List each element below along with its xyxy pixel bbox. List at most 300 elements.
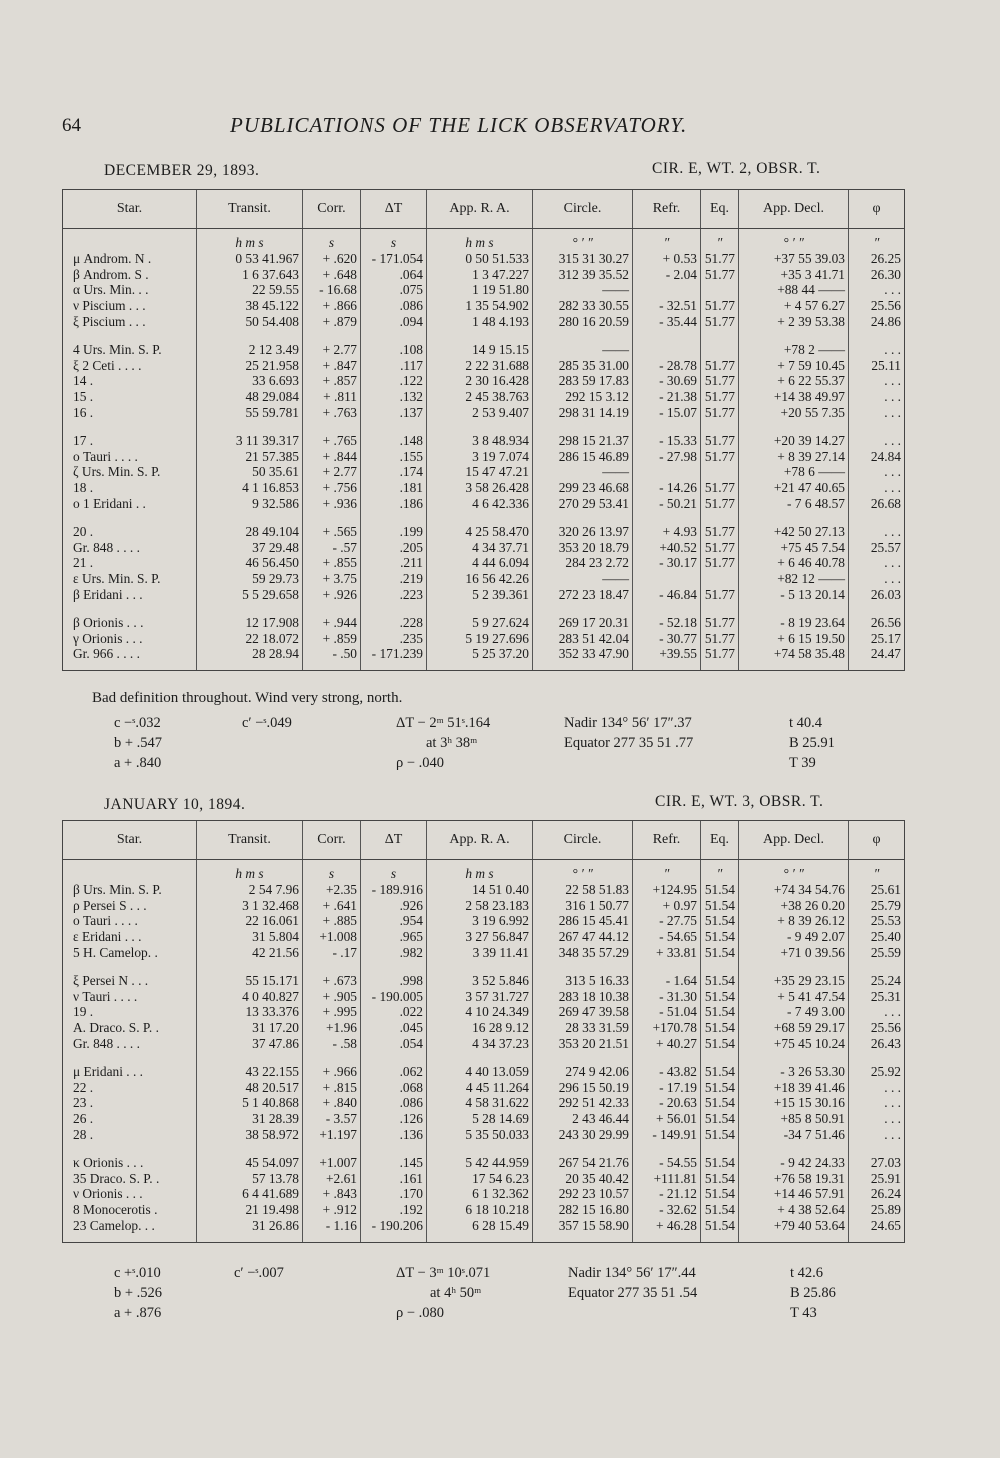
cell-circle: 2 43 46.44	[533, 1111, 633, 1127]
cell-star: 26 .	[63, 1111, 197, 1127]
cell-app-decl: +37 55 39.03	[739, 251, 849, 267]
cell-delta-t: - 171.239	[361, 646, 427, 670]
cell-transit: 22 59.55	[197, 282, 303, 298]
spacer-cell	[533, 421, 633, 433]
spacer-cell	[197, 1052, 303, 1064]
cell-corr: + .847	[303, 358, 361, 374]
spacer-cell	[533, 1052, 633, 1064]
spacer-cell	[849, 421, 905, 433]
cell-refr: + 0.97	[633, 898, 701, 914]
cell-transit: 50 54.408	[197, 314, 303, 330]
cell-eq: 51.77	[701, 314, 739, 330]
cell-corr: + .912	[303, 1202, 361, 1218]
cell-transit: 42 21.56	[197, 945, 303, 961]
table-row	[63, 1004, 905, 1020]
unit-corr: s	[303, 229, 361, 251]
cell-transit: 46 56.450	[197, 555, 303, 571]
cell-app-ra: 5 2 39.361	[427, 587, 533, 603]
spacer-cell	[533, 512, 633, 524]
cell-delta-t: - 189.916	[361, 882, 427, 898]
cell-phi: . . .	[849, 389, 905, 405]
cell-corr: +2.61	[303, 1171, 361, 1187]
cell-circle: 348 35 57.29	[533, 945, 633, 961]
cell-eq: 51.77	[701, 480, 739, 496]
cell-corr: + .815	[303, 1080, 361, 1096]
cell-eq: 51.77	[701, 267, 739, 283]
table-row	[63, 298, 905, 314]
cell-delta-t: .064	[361, 267, 427, 283]
cell-star: 23 Camelop. . .	[63, 1218, 197, 1242]
cell-app-decl: - 8 19 23.64	[739, 615, 849, 631]
cell-refr: - 52.18	[633, 615, 701, 631]
cell-delta-t: .137	[361, 405, 427, 421]
cell-app-decl: +21 47 40.65	[739, 480, 849, 496]
cell-transit: 57 13.78	[197, 1171, 303, 1187]
cell-corr: + .855	[303, 555, 361, 571]
cell-app-decl: +78 6 ——	[739, 464, 849, 480]
cell-phi: 25.53	[849, 913, 905, 929]
spacer-cell	[63, 512, 197, 524]
spacer-cell	[361, 1143, 427, 1155]
spacer-cell	[63, 603, 197, 615]
cell-app-decl: +38 26 0.20	[739, 898, 849, 914]
cell-refr: - 15.07	[633, 405, 701, 421]
cell-app-ra: 3 27 56.847	[427, 929, 533, 945]
cell-phi: 25.11	[849, 358, 905, 374]
cell-corr: + .936	[303, 496, 361, 512]
section-2-date: JANUARY 10, 1894.	[104, 796, 246, 813]
cell-app-decl: + 8 39 26.12	[739, 913, 849, 929]
cell-phi: 25.56	[849, 1020, 905, 1036]
cell-delta-t: .145	[361, 1155, 427, 1171]
cell-circle: ——	[533, 571, 633, 587]
cell-app-decl: + 8 39 27.14	[739, 449, 849, 465]
cell-app-decl: +74 58 35.48	[739, 646, 849, 670]
cell-eq: 51.54	[701, 973, 739, 989]
constant-delta-t: ΔT − 2ᵐ 51ˢ.164	[396, 715, 491, 731]
cell-app-ra: 4 34 37.71	[427, 540, 533, 556]
cell-delta-t: .054	[361, 1036, 427, 1052]
cell-app-decl: - 9 49 2.07	[739, 929, 849, 945]
cell-app-ra: 2 30 16.428	[427, 373, 533, 389]
cell-app-decl: + 4 57 6.27	[739, 298, 849, 314]
unit-app-decl: ° ′ ″	[739, 229, 849, 251]
unit-star	[63, 860, 197, 882]
group-spacer	[63, 961, 905, 973]
constant-delta-t-epoch: at 4ʰ 50ᵐ	[430, 1285, 482, 1301]
cell-transit: 5 5 29.658	[197, 587, 303, 603]
cell-refr: - 27.98	[633, 449, 701, 465]
column-header-circle: Circle.	[533, 190, 633, 229]
cell-delta-t: .086	[361, 298, 427, 314]
cell-app-decl: +76 58 19.31	[739, 1171, 849, 1187]
cell-star: 17 .	[63, 433, 197, 449]
cell-eq: 51.54	[701, 1171, 739, 1187]
constant-t: t 42.6	[790, 1265, 824, 1281]
cell-app-ra: 5 28 14.69	[427, 1111, 533, 1127]
cell-app-ra: 17 54 6.23	[427, 1171, 533, 1187]
cell-app-decl: +74 34 54.76	[739, 882, 849, 898]
spacer-cell	[197, 421, 303, 433]
spacer-cell	[849, 603, 905, 615]
spacer-cell	[701, 512, 739, 524]
table-row	[63, 1036, 905, 1052]
group-spacer	[63, 603, 905, 615]
cell-refr: +111.81	[633, 1171, 701, 1187]
spacer-cell	[197, 1143, 303, 1155]
spacer-cell	[633, 961, 701, 973]
spacer-cell	[701, 330, 739, 342]
unit-app-ra: h m s	[427, 860, 533, 882]
cell-circle: 312 39 35.52	[533, 267, 633, 283]
table-row	[63, 882, 905, 898]
cell-app-ra: 5 25 37.20	[427, 646, 533, 670]
spacer-cell	[361, 330, 427, 342]
cell-delta-t: .068	[361, 1080, 427, 1096]
unit-eq: ″	[701, 860, 739, 882]
cell-transit: 38 45.122	[197, 298, 303, 314]
cell-star: β Androm. S .	[63, 267, 197, 283]
cell-corr: + .995	[303, 1004, 361, 1020]
cell-refr: + 56.01	[633, 1111, 701, 1127]
cell-transit: 13 33.376	[197, 1004, 303, 1020]
cell-refr: - 149.91	[633, 1127, 701, 1143]
cell-delta-t: .045	[361, 1020, 427, 1036]
cell-star: Gr. 848 . . . .	[63, 540, 197, 556]
table-row	[63, 282, 905, 298]
cell-app-ra: 15 47 47.21	[427, 464, 533, 480]
cell-transit: 43 22.155	[197, 1064, 303, 1080]
constant-delta-t-epoch: at 3ʰ 38ᵐ	[426, 735, 478, 751]
cell-circle: 22 58 51.83	[533, 882, 633, 898]
cell-app-decl: - 7 49 3.00	[739, 1004, 849, 1020]
cell-app-ra: 2 45 38.763	[427, 389, 533, 405]
cell-phi: 25.92	[849, 1064, 905, 1080]
table-row	[63, 1127, 905, 1143]
cell-app-ra: 5 42 44.959	[427, 1155, 533, 1171]
cell-eq: 51.77	[701, 555, 739, 571]
cell-phi: . . .	[849, 524, 905, 540]
cell-app-decl: +85 8 50.91	[739, 1111, 849, 1127]
cell-delta-t: .022	[361, 1004, 427, 1020]
column-header-app-ra: App. R. A.	[427, 821, 533, 860]
cell-corr: + .905	[303, 989, 361, 1005]
cell-app-ra: 1 35 54.902	[427, 298, 533, 314]
cell-phi: 25.79	[849, 898, 905, 914]
cell-star: 20 .	[63, 524, 197, 540]
cell-circle: 267 47 44.12	[533, 929, 633, 945]
cell-refr: - 20.63	[633, 1095, 701, 1111]
spacer-cell	[739, 1052, 849, 1064]
cell-corr: + .866	[303, 298, 361, 314]
cell-transit: 2 12 3.49	[197, 342, 303, 358]
column-header-delta-t: ΔT	[361, 190, 427, 229]
cell-phi: 24.47	[849, 646, 905, 670]
cell-eq: 51.77	[701, 373, 739, 389]
unit-transit: h m s	[197, 860, 303, 882]
cell-phi: . . .	[849, 1111, 905, 1127]
cell-star: ρ Persei S . . .	[63, 898, 197, 914]
cell-eq: 51.54	[701, 882, 739, 898]
cell-star: μ Androm. N .	[63, 251, 197, 267]
cell-app-decl: +20 39 14.27	[739, 433, 849, 449]
cell-delta-t: .186	[361, 496, 427, 512]
cell-circle: 298 15 21.37	[533, 433, 633, 449]
cell-star: 8 Monocerotis .	[63, 1202, 197, 1218]
column-header-refr: Refr.	[633, 190, 701, 229]
cell-eq: 51.77	[701, 405, 739, 421]
cell-phi: 26.30	[849, 267, 905, 283]
spacer-cell	[633, 421, 701, 433]
cell-star: ν Piscium . . .	[63, 298, 197, 314]
cell-app-decl: +78 2 ——	[739, 342, 849, 358]
cell-circle: 316 1 50.77	[533, 898, 633, 914]
cell-app-decl: +35 3 41.71	[739, 267, 849, 283]
cell-eq: 51.54	[701, 913, 739, 929]
cell-refr: +170.78	[633, 1020, 701, 1036]
cell-star: α Urs. Min. . .	[63, 282, 197, 298]
cell-app-decl: +42 50 27.13	[739, 524, 849, 540]
cell-circle: 353 20 21.51	[533, 1036, 633, 1052]
constant-nadir: Nadir 134° 56′ 17″.37	[564, 715, 692, 731]
unit-star	[63, 229, 197, 251]
spacer-cell	[849, 330, 905, 342]
cell-app-ra: 3 19 7.074	[427, 449, 533, 465]
cell-circle: 285 35 31.00	[533, 358, 633, 374]
cell-phi: 26.56	[849, 615, 905, 631]
cell-eq	[701, 464, 739, 480]
cell-circle: 283 51 42.04	[533, 631, 633, 647]
constant-b: b + .547	[114, 735, 163, 751]
cell-star: ο Tauri . . . .	[63, 913, 197, 929]
cell-app-ra: 3 8 48.934	[427, 433, 533, 449]
spacer-cell	[533, 603, 633, 615]
table-row	[63, 1020, 905, 1036]
spacer-cell	[533, 1143, 633, 1155]
cell-circle: 269 47 39.58	[533, 1004, 633, 1020]
cell-delta-t: .136	[361, 1127, 427, 1143]
cell-transit: 3 1 32.468	[197, 898, 303, 914]
cell-phi: . . .	[849, 464, 905, 480]
cell-app-ra: 3 52 5.846	[427, 973, 533, 989]
cell-star: ο Tauri . . . .	[63, 449, 197, 465]
group-spacer	[63, 1143, 905, 1155]
cell-delta-t: .174	[361, 464, 427, 480]
cell-corr: + 2.77	[303, 464, 361, 480]
cell-circle: 270 29 53.41	[533, 496, 633, 512]
table-row	[63, 251, 905, 267]
spacer-cell	[427, 421, 533, 433]
table-row	[63, 342, 905, 358]
spacer-cell	[427, 1052, 533, 1064]
cell-app-ra: 14 51 0.40	[427, 882, 533, 898]
cell-app-ra: 5 9 27.624	[427, 615, 533, 631]
cell-eq: 51.77	[701, 389, 739, 405]
column-header-circle: Circle.	[533, 821, 633, 860]
cell-transit: 4 0 40.827	[197, 989, 303, 1005]
cell-phi: 26.24	[849, 1186, 905, 1202]
cell-refr: + 4.93	[633, 524, 701, 540]
table-row	[63, 524, 905, 540]
unit-app-decl: ° ′ ″	[739, 860, 849, 882]
cell-phi: 25.31	[849, 989, 905, 1005]
cell-delta-t: .075	[361, 282, 427, 298]
cell-circle: 292 15 3.12	[533, 389, 633, 405]
cell-phi: 25.89	[849, 1202, 905, 1218]
cell-circle: 284 23 2.72	[533, 555, 633, 571]
cell-circle: 274 9 42.06	[533, 1064, 633, 1080]
spacer-cell	[197, 512, 303, 524]
cell-circle: 352 33 47.90	[533, 646, 633, 670]
table-row	[63, 1202, 905, 1218]
section-1-circle-info: CIR. E, WT. 2, OBSR. T.	[652, 160, 821, 177]
cell-app-decl: +35 29 23.15	[739, 973, 849, 989]
table-row	[63, 913, 905, 929]
cell-circle: 357 15 58.90	[533, 1218, 633, 1242]
cell-transit: 3 11 39.317	[197, 433, 303, 449]
cell-circle: ——	[533, 282, 633, 298]
cell-phi: 25.40	[849, 929, 905, 945]
cell-circle: 243 30 29.99	[533, 1127, 633, 1143]
cell-app-ra: 3 57 31.727	[427, 989, 533, 1005]
cell-circle: 315 31 30.27	[533, 251, 633, 267]
cell-circle: 272 23 18.47	[533, 587, 633, 603]
cell-transit: 0 53 41.967	[197, 251, 303, 267]
cell-eq: 51.77	[701, 358, 739, 374]
cell-corr: + .620	[303, 251, 361, 267]
cell-app-decl: - 3 26 53.30	[739, 1064, 849, 1080]
spacer-cell	[303, 1052, 361, 1064]
cell-refr: - 46.84	[633, 587, 701, 603]
table-row	[63, 631, 905, 647]
table-row	[63, 1080, 905, 1096]
cell-app-decl: -34 7 51.46	[739, 1127, 849, 1143]
constant-t: t 40.4	[789, 715, 823, 731]
column-header-corr: Corr.	[303, 821, 361, 860]
cell-corr: + .811	[303, 389, 361, 405]
cell-phi: . . .	[849, 1080, 905, 1096]
cell-star: ζ Urs. Min. S. P.	[63, 464, 197, 480]
observation-table-december	[62, 189, 905, 671]
cell-phi: 25.17	[849, 631, 905, 647]
cell-star: 19 .	[63, 1004, 197, 1020]
cell-phi: 27.03	[849, 1155, 905, 1171]
spacer-cell	[63, 330, 197, 342]
cell-refr: - 30.69	[633, 373, 701, 389]
cell-circle: 267 54 21.76	[533, 1155, 633, 1171]
cell-delta-t: .228	[361, 615, 427, 631]
cell-app-ra: 4 44 6.094	[427, 555, 533, 571]
cell-transit: 38 58.972	[197, 1127, 303, 1143]
cell-refr: + 0.53	[633, 251, 701, 267]
table-row	[63, 405, 905, 421]
cell-refr: - 31.30	[633, 989, 701, 1005]
cell-delta-t: - 190.005	[361, 989, 427, 1005]
cell-corr: + .648	[303, 267, 361, 283]
cell-corr: +1.197	[303, 1127, 361, 1143]
cell-corr: + .843	[303, 1186, 361, 1202]
cell-app-decl: + 6 46 40.78	[739, 555, 849, 571]
table-row	[63, 555, 905, 571]
cell-corr: +1.007	[303, 1155, 361, 1171]
column-header-transit: Transit.	[197, 821, 303, 860]
group-spacer	[63, 421, 905, 433]
cell-corr: - .50	[303, 646, 361, 670]
cell-phi: 25.57	[849, 540, 905, 556]
table-row	[63, 464, 905, 480]
spacer-cell	[63, 1052, 197, 1064]
table-row	[63, 1171, 905, 1187]
cell-star: μ Eridani . . .	[63, 1064, 197, 1080]
table-row	[63, 449, 905, 465]
spacer-cell	[427, 603, 533, 615]
unit-eq: ″	[701, 229, 739, 251]
cell-refr: - 27.75	[633, 913, 701, 929]
cell-refr: +39.55	[633, 646, 701, 670]
cell-star: Gr. 966 . . . .	[63, 646, 197, 670]
cell-delta-t: .108	[361, 342, 427, 358]
spacer-cell	[739, 603, 849, 615]
page-number: 64	[62, 115, 81, 136]
cell-corr: + .885	[303, 913, 361, 929]
cell-app-decl: + 7 59 10.45	[739, 358, 849, 374]
table-row	[63, 615, 905, 631]
cell-transit: 22 18.072	[197, 631, 303, 647]
spacer-cell	[701, 1052, 739, 1064]
cell-app-decl: +82 12 ——	[739, 571, 849, 587]
constant-c: c −ˢ.032	[114, 715, 161, 731]
cell-app-decl: +18 39 41.46	[739, 1080, 849, 1096]
cell-phi: 25.61	[849, 882, 905, 898]
table-row	[63, 898, 905, 914]
cell-refr	[633, 571, 701, 587]
cell-refr: - 54.65	[633, 929, 701, 945]
table-row	[63, 1155, 905, 1171]
spacer-cell	[849, 961, 905, 973]
column-header-star: Star.	[63, 821, 197, 860]
cell-eq: 51.54	[701, 929, 739, 945]
group-spacer	[63, 1052, 905, 1064]
cell-transit: 28 28.94	[197, 646, 303, 670]
cell-eq: 51.54	[701, 1020, 739, 1036]
table-row	[63, 929, 905, 945]
cell-star: κ Orionis . . .	[63, 1155, 197, 1171]
cell-app-ra: 6 28 15.49	[427, 1218, 533, 1242]
spacer-cell	[701, 1143, 739, 1155]
section-2-circle-info: CIR. E, WT. 3, OBSR. T.	[655, 793, 824, 810]
table-row	[63, 358, 905, 374]
table-row	[63, 646, 905, 670]
cell-phi: 24.84	[849, 449, 905, 465]
cell-star: 28 .	[63, 1127, 197, 1143]
cell-circle: 313 5 16.33	[533, 973, 633, 989]
cell-refr: + 33.81	[633, 945, 701, 961]
cell-corr: + .756	[303, 480, 361, 496]
cell-eq	[701, 282, 739, 298]
cell-transit: 48 20.517	[197, 1080, 303, 1096]
cell-refr: - 51.04	[633, 1004, 701, 1020]
cell-star: β Eridani . . .	[63, 587, 197, 603]
cell-delta-t: - 190.206	[361, 1218, 427, 1242]
spacer-cell	[701, 603, 739, 615]
unit-delta-t: s	[361, 860, 427, 882]
cell-transit: 31 5.804	[197, 929, 303, 945]
cell-refr	[633, 282, 701, 298]
cell-app-decl: +75 45 10.24	[739, 1036, 849, 1052]
cell-refr: - 32.51	[633, 298, 701, 314]
cell-corr: + .966	[303, 1064, 361, 1080]
unit-circle: ° ′ ″	[533, 860, 633, 882]
